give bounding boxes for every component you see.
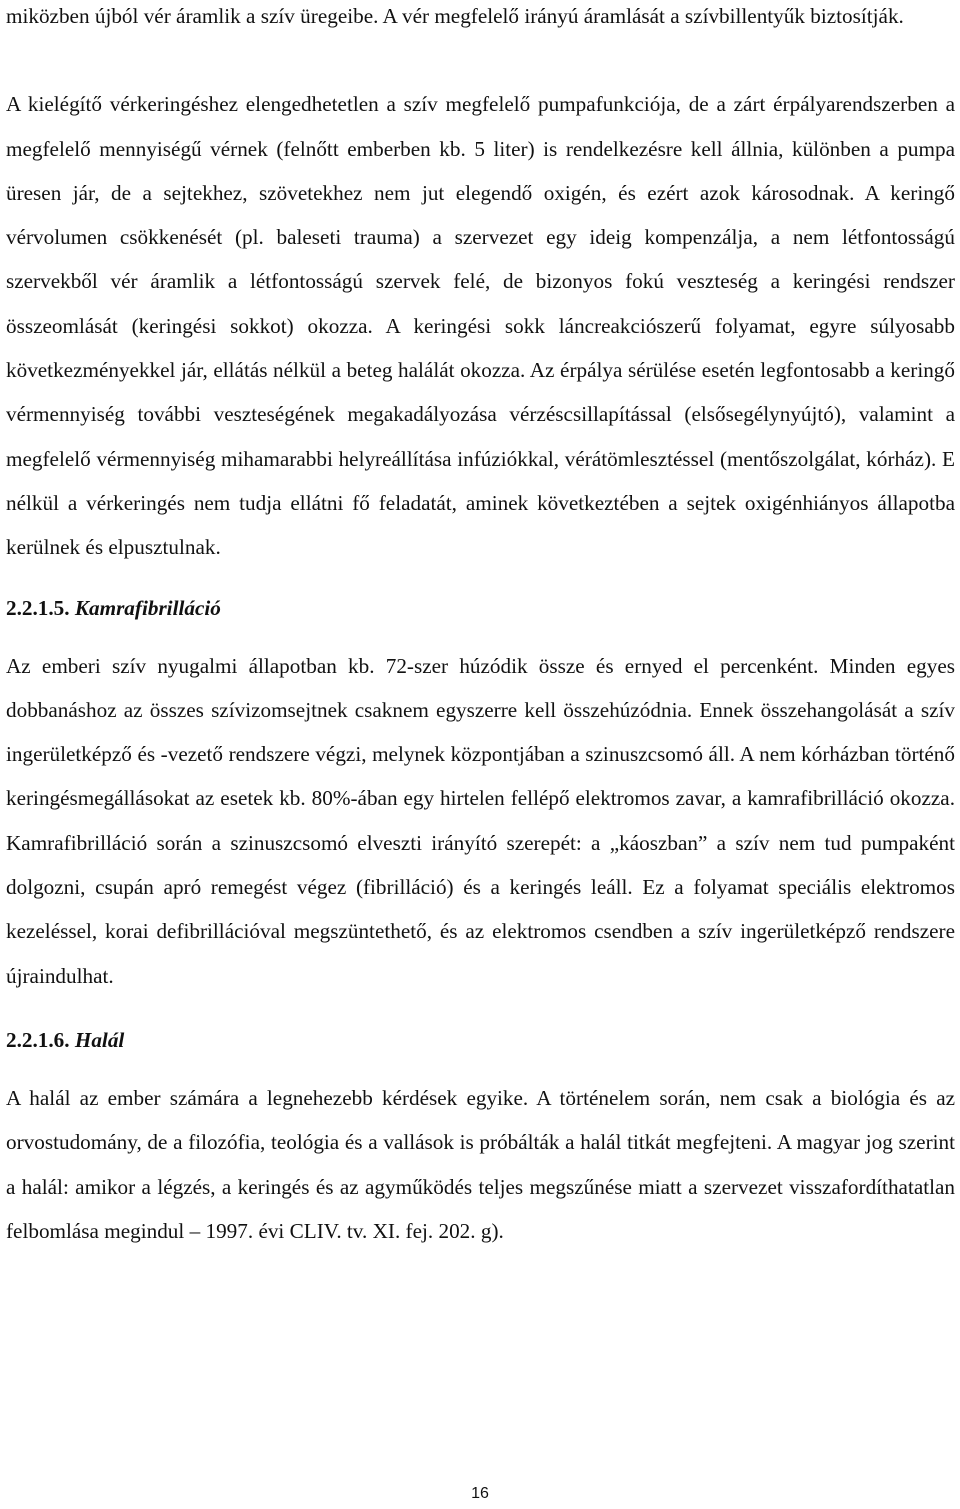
paragraph-circulation: A kielégítő vérkeringéshez elengedhetetlen a szív megfelelő pumpafunkciója, de a zárt érpályarendszerben a megfelelő mennyiségű vérnek (felnőtt emberben kb. 5 liter) is rendelkezésre kell állnia, különben a pumpa üresen jár, de a sejtekhez, szövetekhez nem jut elegendő oxigén, és ezért azok károsodnak. A keringő vérvolumen csökkenését (pl. baleseti trauma) a szervezet egy ideig kompenzálja, a nem létfontosságú szervekből vér áramlik a létfontosságú szervek felé, de bizonyos fokú veszteség a keringési rendszer összeomlását (keringési sokkot) okozza. A keringési sokk láncreakciószerű folyamat, egyre súlyosabb következményekkel jár, ellátás nélkül a beteg halálát okozza. Az érpálya sérülése esetén legfontosabb a keringő vérmennyiség további veszteségének megakadályozása vérzéscsillapítással (elsősegélynyújtó), valamint a megfelelő vérmennyiség mihamarabbi helyreállítása infúziókkal, vérátömlesztéssel (mentőszolgálat, kórház). E nélkül a vérkeringés nem tudja ellátni fő feladatát, aminek következtében a sejtek oxigénhiányos állapotba kerülnek és elpusztulnak.: [6, 92, 955, 560]
page-number: 16: [471, 1485, 489, 1502]
paragraph-death: A halál az ember számára a legnehezebb kérdések egyike. A történelem során, nem csak a biológia és az orvostudomány, de a filozófia, teológia és a vallások is próbálták a halál titkát megfejteni. A magyar jog szerint a halál: amikor a légzés, a keringés és az agyműködés teljes megszűnése miatt a szervezet visszafordíthatatlan felbomlása megindul – 1997. évi CLIV. tv. XI. fej. 202. g).: [6, 1085, 955, 1243]
section-title: Halál: [74, 1027, 125, 1052]
section-number: 2.2.1.5.: [6, 595, 70, 620]
section-title: Kamrafibrilláció: [74, 595, 221, 620]
document-page: [6, 0, 955, 1253]
section-heading-halal: [6, 1018, 955, 1062]
paragraph-ventricular-fibrillation: Az emberi szív nyugalmi állapotban kb. 72-szer húzódik össze és ernyed el percenként. Minden egyes dobbanáshoz az összes szívizomsejtnek csaknem egyszerre kell összehúzódnia. Ennek összehangolását a szív ingerületképző és -vezető rendszere végzi, melynek központjában a szinuszcsomó áll. A nem kórházban történő keringésmegállásokat az esetek kb. 80%-ában egy hirtelen fellépő elektromos zavar, a kamrafibrilláció okozza. Kamrafibrilláció során a szinuszcsomó elveszti irányító szerepét: a „káoszban” a szív nem tud pumpaként dolgozni, csupán apró remegést végez (fibrilláció) és a keringés leáll. Ez a folyamat speciális elektromos kezeléssel, korai defibrillációval megszüntethető, és az elektromos csendben a szív ingerületképző rendszere újraindulhat.: [6, 653, 955, 988]
section-number: 2.2.1.6.: [6, 1027, 70, 1052]
paragraph-spacer: [6, 38, 955, 82]
section-heading-kamrafibrillacio: [6, 586, 955, 630]
paragraph-heart-valves: miközben újból vér áramlik a szív üregeibe. A vér megfelelő irányú áramlását a szívbillentyűk biztosítják.: [6, 4, 904, 28]
